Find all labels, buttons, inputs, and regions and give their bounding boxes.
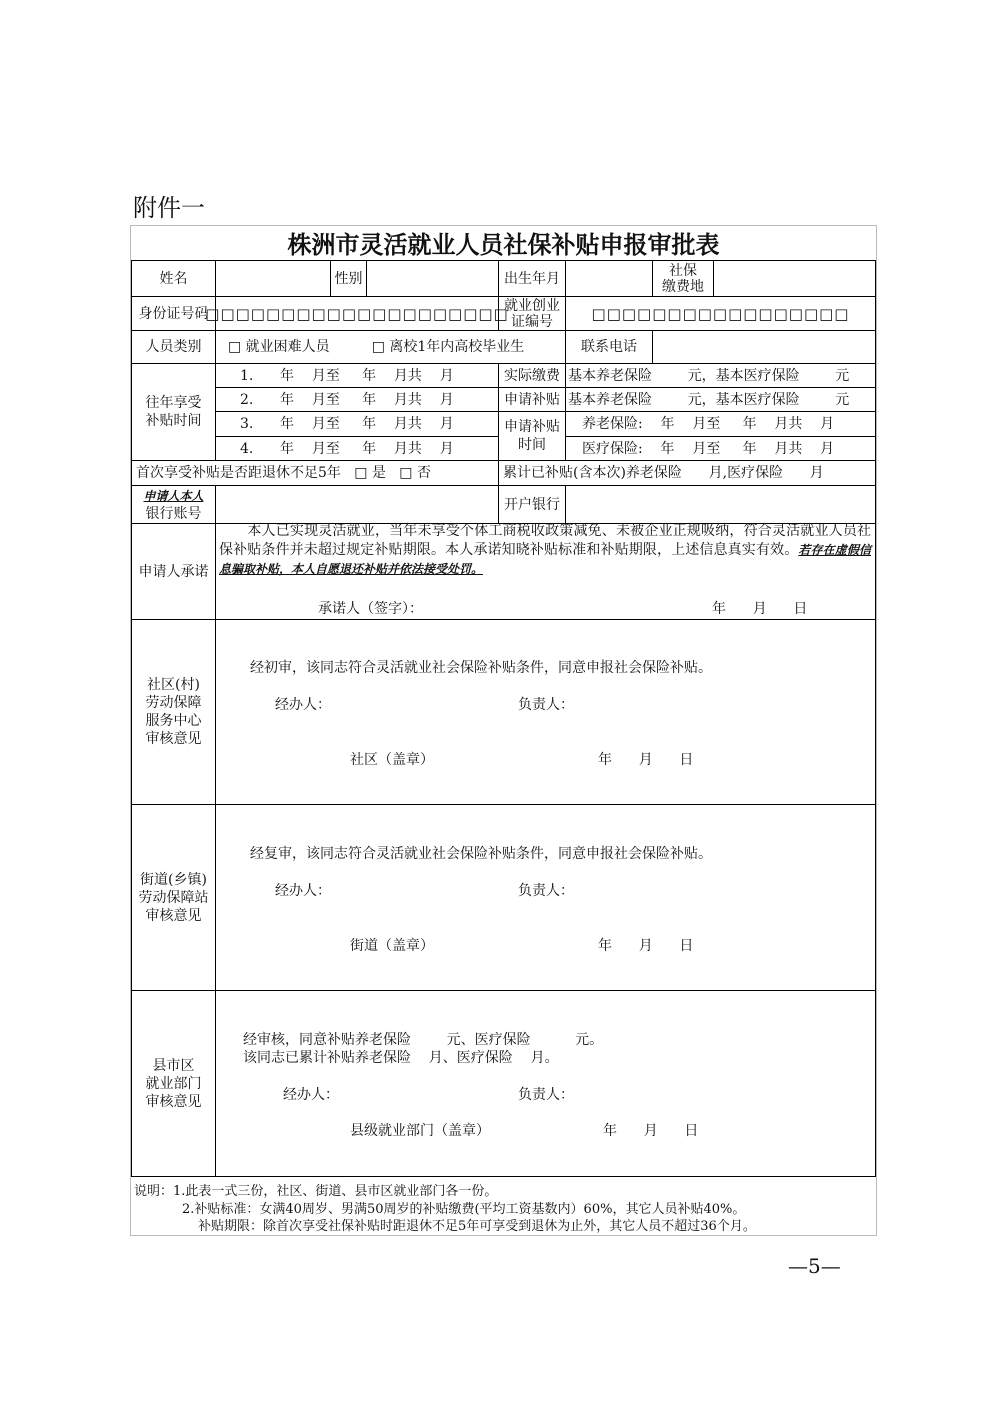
county-opinion-1: 经审核，同意补贴养老保险 元、医疗保险 元。 [243, 1032, 604, 1048]
label-actual-payment: 实际缴费 [498, 363, 566, 388]
label-employment-cert: 就业创业 证编号 [498, 296, 566, 331]
pension-time-field[interactable]: 养老保险: 年 月至 年 月共 月 [565, 411, 876, 437]
bank-field[interactable] [565, 485, 876, 524]
label-insurance-place: 社保 缴费地 [652, 260, 714, 297]
past-period-3[interactable]: 3. 年 月至 年 月共 月 [215, 411, 499, 437]
label-community: 社区(村) 劳动保障 服务中心 审核意见 [131, 619, 216, 805]
apply-subsidy-field[interactable]: 基本养老保险 元，基本医疗保险 元 [565, 387, 876, 412]
page-number: —5— [788, 1254, 841, 1278]
phone-field[interactable] [652, 330, 876, 364]
past-period-1[interactable]: 1. 年 月至 年 月共 月 [215, 363, 499, 388]
community-opinion: 经初审，该同志符合灵活就业社会保险补贴条件，同意申报社会保险补贴。 [250, 660, 712, 676]
street-leader[interactable]: 负责人： [518, 883, 574, 899]
community-seal: 社区（盖章） [350, 752, 434, 768]
category-options [215, 330, 566, 364]
actual-payment-field[interactable]: 基本养老保险 元，基本医疗保险 元 [565, 363, 876, 388]
birth-field[interactable] [565, 260, 653, 297]
county-seal: 县级就业部门（盖章） [350, 1123, 490, 1139]
checkbox-difficulty[interactable]: □ 就业困难人员 [228, 339, 330, 355]
past-period-2[interactable]: 2. 年 月至 年 月共 月 [215, 387, 499, 412]
id-number-boxes[interactable]: □□□□□□□□□□□□□□□□□□□□ [215, 296, 499, 331]
note-3: 补贴期限：除首次享受社保补贴时距退休不足5年可享受到退休为止外，其它人员不超过36个月。 [198, 1219, 756, 1234]
street-seal: 街道（盖章） [350, 938, 434, 954]
label-phone: 联系电话 [565, 330, 653, 364]
label-bank-account [131, 485, 216, 524]
county-opinion-2: 该同志已累计补贴养老保险 月、医疗保险 月。 [243, 1050, 559, 1066]
medical-time-field[interactable]: 医疗保险: 年 月至 年 月共 月 [565, 436, 876, 461]
label-pledge: 申请人承诺 [131, 523, 216, 620]
pledge-statement: 本人已实现灵活就业，当年未享受个体工商税收政策减免、未被企业正规吸纳，符合灵活就业人员社保补贴条件并未超过规定补贴期限。本人承诺知晓补贴标准和补贴期限，上述信息真实有效。 [219, 523, 871, 558]
label-apply-subsidy: 申请补贴 [498, 387, 566, 412]
street-handler[interactable]: 经办人： [275, 883, 331, 899]
street-date: 年 月 日 [598, 938, 694, 954]
county-handler[interactable]: 经办人： [283, 1087, 339, 1103]
gender-field[interactable] [366, 260, 499, 297]
cert-number-boxes[interactable]: □□□□□□□□□□□□□□□□□ [565, 296, 876, 331]
pledge-signer[interactable]: 承诺人（签字）： [318, 601, 423, 617]
cumulative-subsidy: 累计已补贴(含本次)养老保险 月,医疗保险 月 [498, 460, 876, 486]
community-leader[interactable]: 负责人： [518, 697, 574, 713]
label-gender: 性别 [330, 260, 367, 297]
label-bank: 开户银行 [498, 485, 566, 524]
label-bank-account-top: 申请人本人 [143, 488, 204, 503]
name-field[interactable] [215, 260, 331, 297]
label-birth: 出生年月 [498, 260, 566, 297]
county-date: 年 月 日 [603, 1123, 699, 1139]
pledge-date: 年 月 日 [712, 601, 808, 617]
label-past-subsidy: 往年享受 补贴时间 [131, 363, 216, 461]
label-street: 街道(乡镇) 劳动保障站 审核意见 [131, 804, 216, 991]
checkbox-graduate[interactable]: □ 离校1年内高校毕业生 [371, 339, 525, 355]
pledge-warning: 若存在虚假信息骗取补贴，本人自愿退还补贴并依法接受处罚。 [219, 543, 871, 576]
label-id: 身份证号码 [131, 296, 216, 331]
form-title: 株洲市灵活就业人员社保补贴申报审批表 [287, 230, 720, 259]
retire-question[interactable]: 首次享受补贴是否距退休不足5年 □ 是 □ 否 [131, 460, 499, 486]
insurance-place-field[interactable] [713, 260, 876, 297]
pledge-text [219, 522, 871, 579]
attachment-label: 附件一 [133, 194, 205, 222]
community-date: 年 月 日 [598, 752, 694, 768]
bank-account-field[interactable] [215, 485, 499, 524]
note-1: 说明：1.此表一式三份，社区、街道、县市区就业部门各一份。 [134, 1184, 498, 1199]
label-apply-time: 申请补贴 时间 [498, 411, 566, 461]
street-opinion: 经复审，该同志符合灵活就业社会保险补贴条件，同意申报社会保险补贴。 [250, 846, 712, 862]
county-leader[interactable]: 负责人： [518, 1087, 574, 1103]
note-2: 2.补贴标准：女满40周岁、男满50周岁的补贴缴费(平均工资基数内）60%，其它人员补贴40%。 [182, 1202, 746, 1217]
past-period-4[interactable]: 4. 年 月至 年 月共 月 [215, 436, 499, 461]
label-bank-account-bottom: 银行账号 [145, 505, 202, 522]
label-category: 人员类别 [131, 330, 216, 364]
label-county: 县市区 就业部门 审核意见 [131, 990, 216, 1177]
label-name: 姓名 [131, 260, 216, 297]
community-handler[interactable]: 经办人： [275, 697, 331, 713]
